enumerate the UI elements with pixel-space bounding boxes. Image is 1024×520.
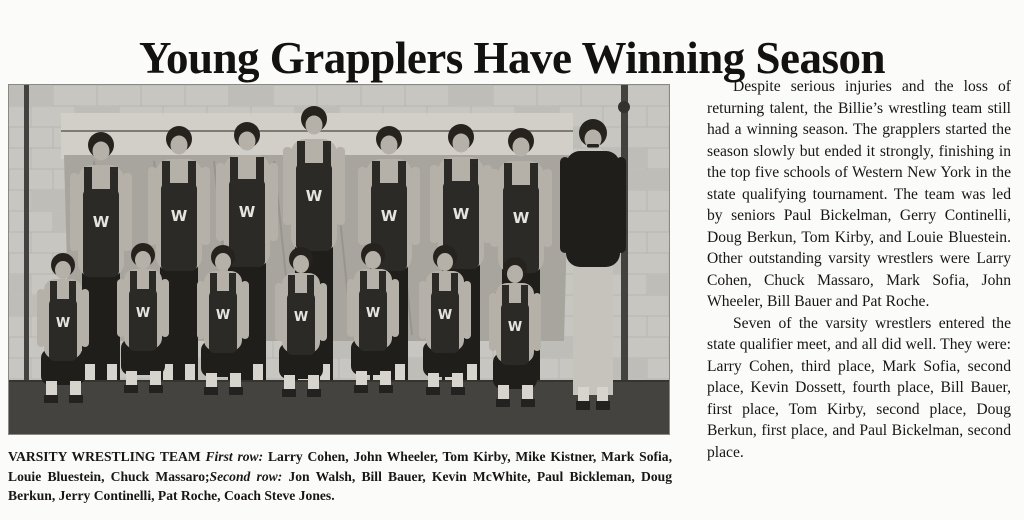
mustache — [587, 144, 599, 148]
singlet-letter: W — [215, 308, 231, 323]
team-photo — [8, 84, 670, 435]
singlet-letter: W — [507, 320, 523, 335]
article-column — [707, 76, 1011, 463]
team-photo-illustration — [9, 85, 669, 434]
article-paragraph-1: Despite serious injuries and the loss of returning talent, the Billie’s wrestling team still had a winning season. The grapplers started the season slowly but ended it strongly, finishing in the top five schools of Western New York in the state qualifying tournament. The team was led by seniors Paul Bickelman, Gerry Continelli, Doug Berkun, Tom Kirby, and Louie Bluestein. Other outstanding varsity wrestlers were Larry Cohen, Chuck Massaro, Mark Sofia, John Wheeler, Bill Bauer and Pat Roche. — [707, 78, 1011, 310]
singlet-letter: W — [92, 213, 110, 231]
singlet-letter: W — [135, 306, 151, 321]
caption-second-row-names: Jon Walsh, Bill Bauer, Kevin McWhite, Paul Bickleman, Doug Berkun, Jerry Continelli, Pat Roche, Coach Steve Jones. — [8, 468, 672, 504]
singlet-letter: W — [452, 205, 470, 223]
singlet-letter: W — [380, 207, 398, 225]
caption-second-row-label: Second row: — [209, 468, 283, 484]
pulley-hook — [618, 101, 630, 113]
singlet-letter: W — [55, 316, 71, 331]
left-pole — [24, 85, 29, 381]
article-paragraph-2: Seven of the varsity wrestlers entered the state qualifier meet, and all did well. They were: Larry Cohen, third place, Mark Sofia, second place, Kevin Dossett, fourth place, Bill Bauer, first place, Tom Kirby, second place, Doug Berkun, first place, and Paul Bickelman, second place. — [707, 314, 1011, 461]
singlet-letter: W — [293, 310, 309, 325]
singlet-letter: W — [437, 308, 453, 323]
photo-caption — [8, 447, 672, 506]
singlet-letter: W — [365, 306, 381, 321]
caption-team-label: VARSITY WRESTLING TEAM — [8, 449, 201, 464]
page-title: Young Grapplers Have Winning Season — [138, 33, 886, 84]
caption-first-row-label: First row: — [205, 449, 264, 464]
singlet-letter: W — [512, 209, 530, 227]
singlet-letter: W — [305, 187, 323, 205]
singlet-letter: W — [238, 203, 256, 221]
caption-first-row-names: Larry Cohen, John Wheeler, Tom Kirby, Mike Kistner, Mark Sofia, Louie Bluestein, Chuck Massaro; — [8, 449, 672, 484]
singlet-letter: W — [170, 207, 188, 225]
mat-floor — [9, 381, 669, 434]
